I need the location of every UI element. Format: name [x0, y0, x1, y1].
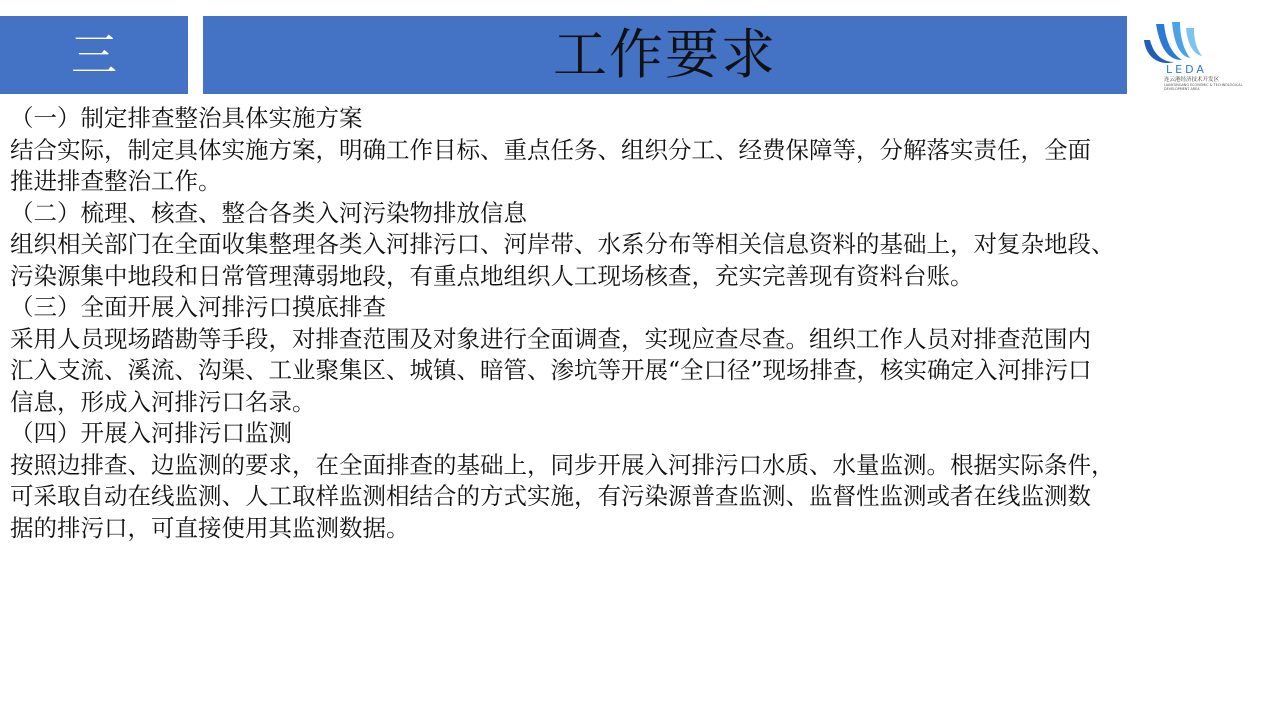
paragraph-4-line-2: 可采取自动在线监测、人工取样监测相结合的方式实施，有污染源普查监测、监督性监测或者在线监测数: [10, 482, 1091, 510]
logo-cn-name: 连云港经济技术开发区: [1164, 77, 1220, 83]
paragraph-1-line-1: 结合实际，制定具体实施方案，明确工作目标、重点任务、组织分工、经费保障等，分解落实责任，全面: [10, 135, 1091, 164]
leda-logo-icon: [1138, 18, 1248, 90]
paragraph-3-line-2: 汇入支流、溪流、沟渠、工业聚集区、城镇、暗管、渗坑等开展“全口径”现场排查，核实确定入河排污口: [10, 356, 1092, 384]
paragraph-2-line-1: 组织相关部门在全面收集整理各类入河排污口、河岸带、水系分布等相关信息资料的基础上，对复杂地段、: [10, 230, 1115, 258]
paragraph-3-line-3: 信息，形成入河排污口名录。: [10, 387, 316, 416]
paragraph-4-line-3: 据的排污口，可直接使用其监测数据。: [10, 513, 410, 542]
logo-en-name-2: DEVELOPMENT AREA: [1164, 87, 1200, 90]
paragraph-4-line-1: 按照边排查、边监测的要求，在全面排查的基础上，同步开展入河排污口水质、水量监测。根据实际条件，: [10, 450, 1115, 479]
paragraph-3-line-1: 采用人员现场踏勘等手段，对排查范围及对象进行全面调查，实现应查尽查。组织工作人员对排查范围内: [10, 324, 1091, 353]
heading-2: （二）梳理、核查、整合各类入河污染物排放信息: [10, 198, 527, 227]
title-bar: [203, 16, 1127, 94]
logo-wordmark: LEDA: [1166, 63, 1207, 76]
paragraph-2-line-2: 污染源集中地段和日常管理薄弱地段，有重点地组织人工现场核查，充实完善现有资料台账。: [10, 261, 974, 290]
page-title: 工作要求: [553, 23, 777, 86]
section-number: 三: [71, 28, 117, 82]
heading-1: （一）制定排查整治具体实施方案: [10, 104, 363, 132]
heading-3: （三）全面开展入河排污口摸底排查: [10, 293, 386, 321]
content-body: [10, 103, 1272, 544]
section-number-box: [0, 16, 188, 94]
paragraph-1-line-2: 推进排查整治工作。: [10, 167, 222, 195]
logo-en-name-1: LIANYUNGANG ECONOMIC & TECHNOLOGICAL: [1164, 83, 1243, 87]
heading-4: （四）开展入河排污口监测: [10, 419, 292, 447]
